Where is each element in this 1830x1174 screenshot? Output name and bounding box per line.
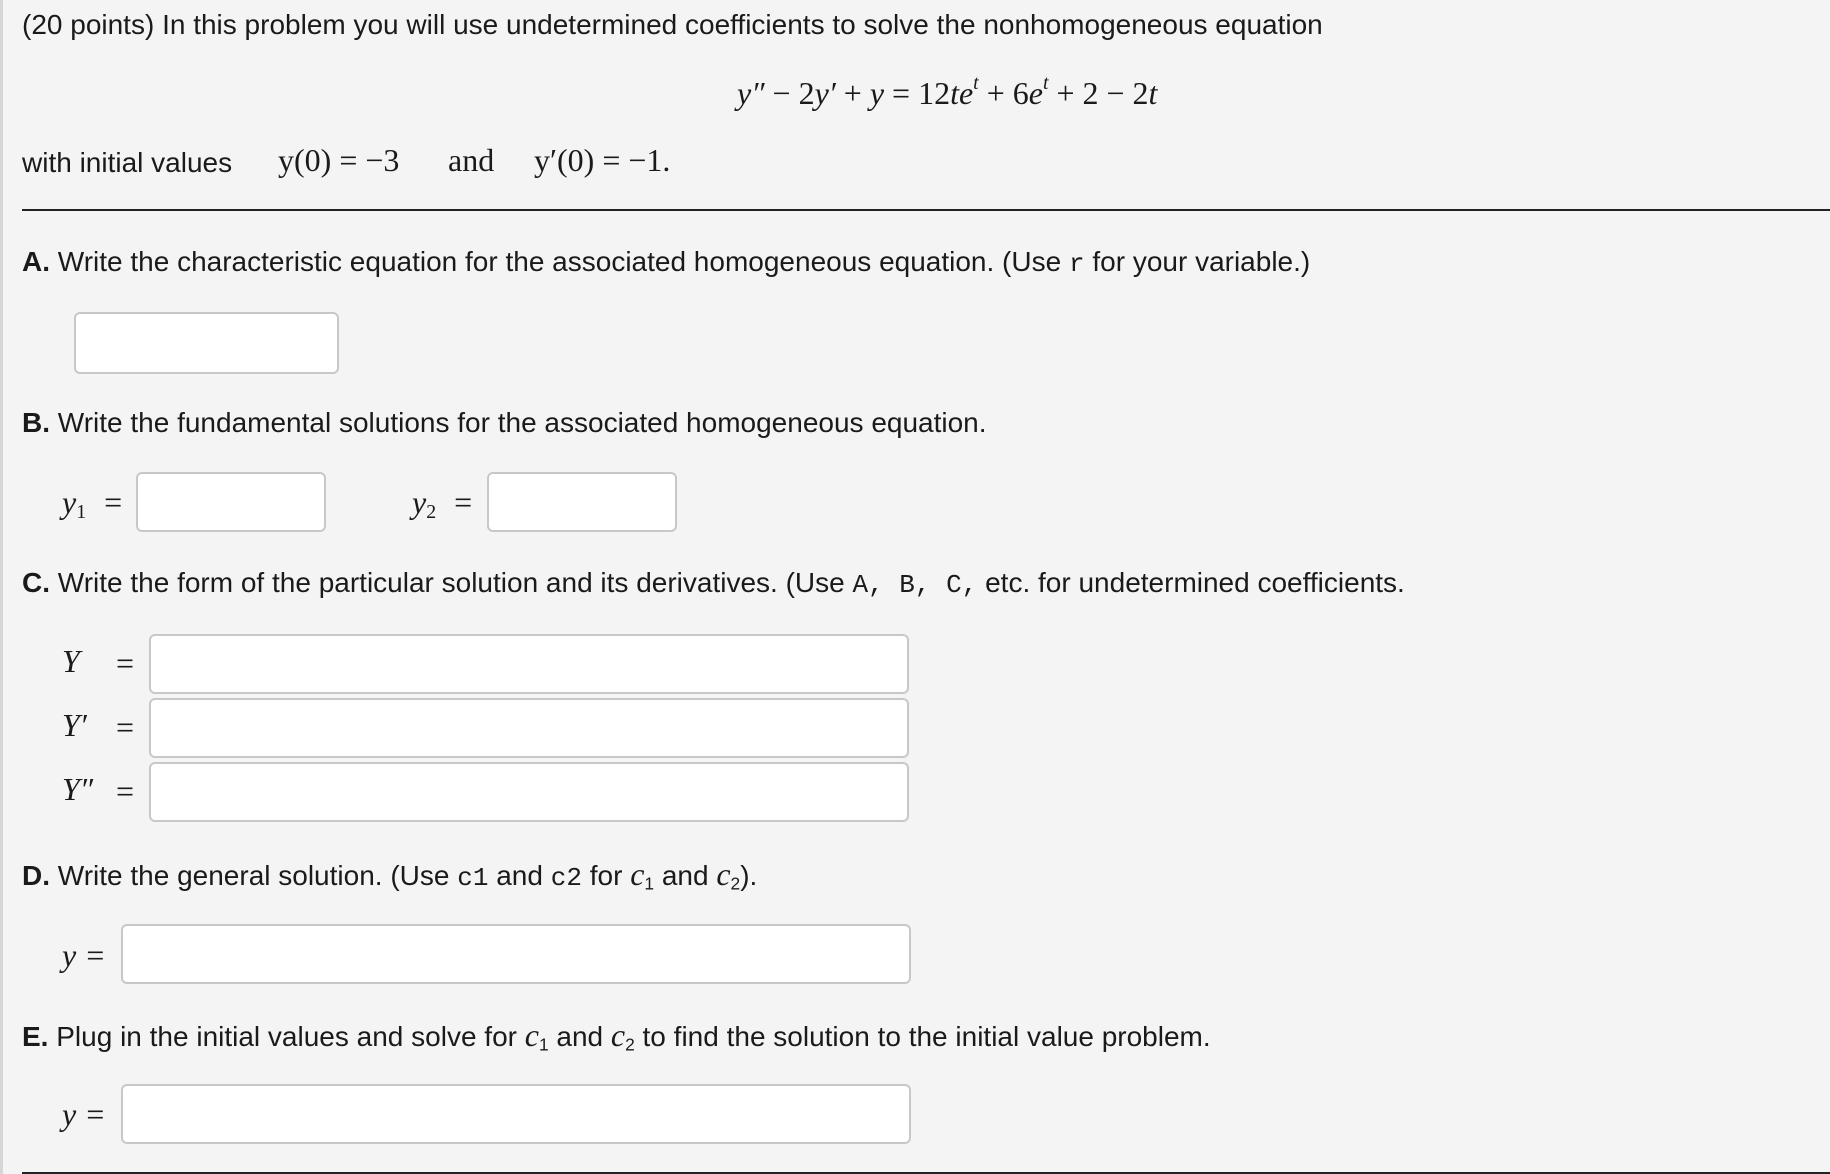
Y-input[interactable]: [149, 634, 909, 694]
ivp-solution-label: y =: [62, 1096, 106, 1132]
part-c-prompt: C. Write the form of the particular solution and its derivatives. (Use A, B, C, etc. for undetermined coefficients.: [22, 567, 1405, 600]
Yprime-equals: =: [116, 709, 135, 745]
y1-input[interactable]: [136, 472, 326, 532]
initial-condition-y: y(0) = −3: [278, 142, 400, 178]
y2-input[interactable]: [487, 472, 677, 532]
section-divider: [22, 209, 1830, 211]
initial-condition-yprime: y′(0) = −1.: [534, 142, 671, 178]
differential-equation: $y'' - 2y' + y = 12te^t + 6e^t + 2 - 2t$: [737, 72, 1158, 111]
Yprime-input[interactable]: [149, 698, 909, 758]
part-a-prompt: A. Write the characteristic equation for the associated homogeneous equation. (Use r for your variable.): [22, 246, 1311, 279]
part-e-prompt: E. Plug in the initial values and solve for $c_1$ and $c_2$ to find the solution to the initial value problem.: [22, 1017, 1211, 1055]
part-d-prompt: D. Write the general solution. (Use c1 and c2 for $c_1$ and $c_2$).: [22, 856, 758, 894]
y1-label: $y_1$ =: [62, 484, 123, 523]
Ydoubleprime-input[interactable]: [149, 762, 909, 822]
part-b-prompt: B. Write the fundamental solutions for the associated homogeneous equation.: [22, 407, 987, 438]
initial-values-label: with initial values: [22, 147, 233, 178]
characteristic-equation-input[interactable]: [74, 312, 339, 374]
page-left-border: [0, 0, 3, 1174]
general-solution-label: y =: [62, 937, 106, 973]
Ydoubleprime-equals: =: [116, 773, 135, 809]
ivp-solution-input[interactable]: [121, 1084, 911, 1144]
y2-label: $y_2$ =: [412, 484, 473, 523]
Yprime-label: Y′: [62, 707, 87, 743]
problem-intro: (20 points) In this problem you will use undetermined coefficients to solve the nonhomogeneous equation: [22, 9, 1323, 40]
Ydoubleprime-label: Y″: [62, 771, 94, 807]
initial-values-and: and: [448, 142, 495, 178]
general-solution-input[interactable]: [121, 924, 911, 984]
Y-label: Y: [62, 643, 80, 679]
Y-equals: =: [116, 645, 135, 681]
